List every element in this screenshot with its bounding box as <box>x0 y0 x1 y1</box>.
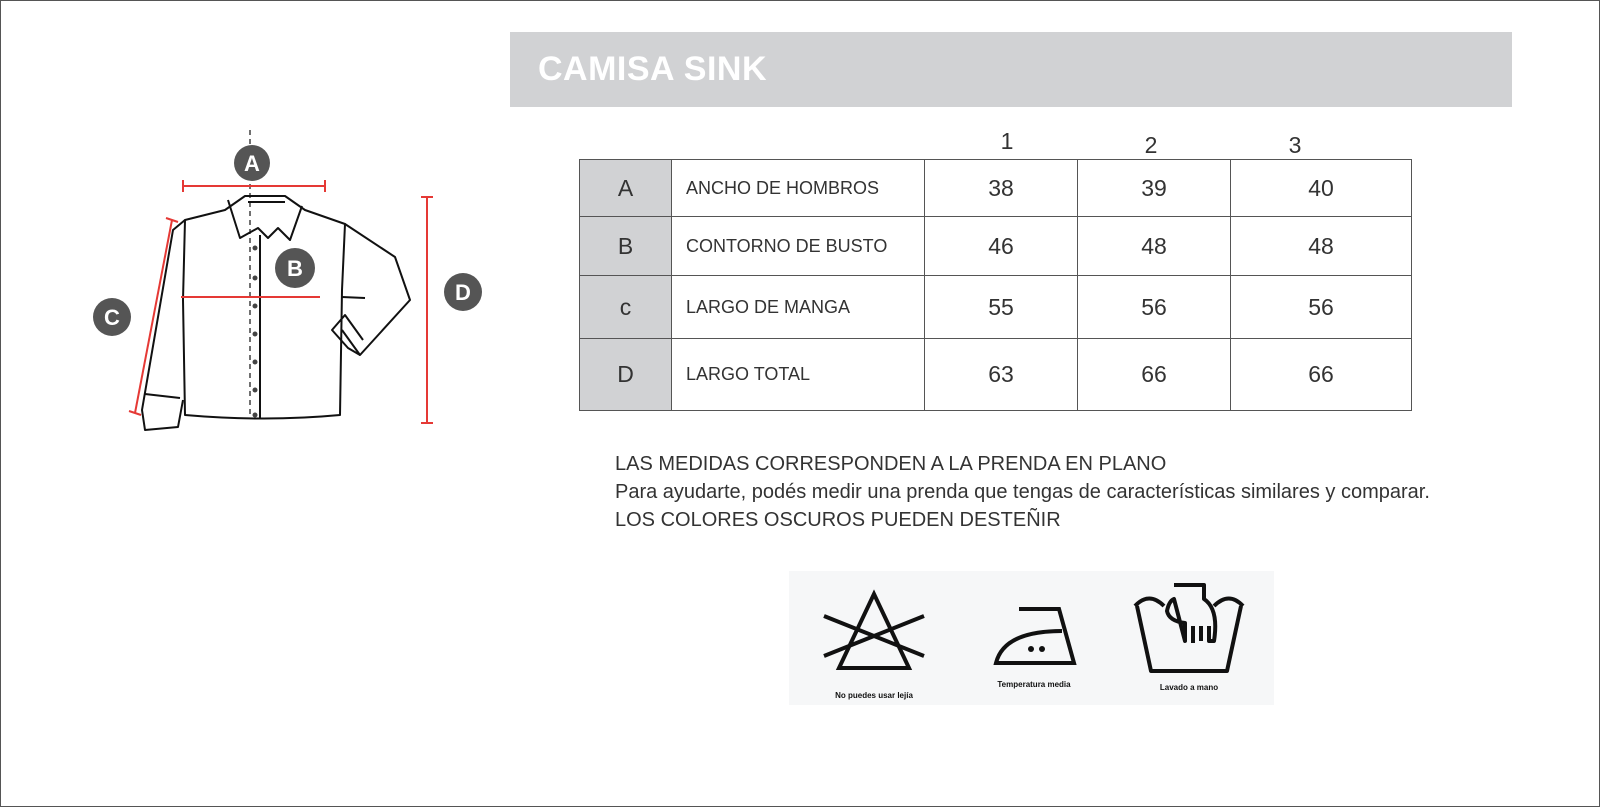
shirt-outline-icon <box>80 130 500 440</box>
svg-text:A: A <box>244 151 260 176</box>
cell-value: 40 <box>1231 160 1412 217</box>
table-row <box>580 160 1412 217</box>
iron-medium-icon <box>984 601 1084 671</box>
cell-value: 63 <box>925 339 1078 411</box>
row-key: B <box>580 217 672 276</box>
no-bleach-icon <box>819 586 929 676</box>
hand-wash-icon <box>1129 581 1249 676</box>
cell-value: 66 <box>1231 339 1412 411</box>
svg-text:D: D <box>455 280 471 305</box>
svg-text:B: B <box>287 256 303 281</box>
row-key: D <box>580 339 672 411</box>
measurement-notes <box>615 450 1430 534</box>
cell-value: 39 <box>1078 160 1231 217</box>
title-bar <box>510 32 1512 107</box>
page-title: CAMISA SINK <box>538 50 768 88</box>
note-flat-measure: LAS MEDIDAS CORRESPONDEN A LA PRENDA EN PLANO <box>615 453 1167 475</box>
marker-a-icon <box>234 145 270 181</box>
care-label: Lavado a mano <box>1159 683 1219 692</box>
cell-value: 66 <box>1078 339 1231 411</box>
cell-value: 48 <box>1231 217 1412 276</box>
cell-value: 56 <box>1078 276 1231 339</box>
row-label: LARGO TOTAL <box>672 339 925 411</box>
care-instructions <box>789 571 1274 705</box>
cell-value: 55 <box>925 276 1078 339</box>
marker-d-icon <box>444 273 482 311</box>
row-key: A <box>580 160 672 217</box>
table-row <box>580 276 1412 339</box>
row-label: LARGO DE MANGA <box>672 276 925 339</box>
cell-value: 56 <box>1231 276 1412 339</box>
care-label: No puedes usar lejía <box>835 691 913 700</box>
size-table <box>579 159 1412 411</box>
care-hand-wash <box>1129 581 1249 692</box>
care-no-bleach <box>819 586 929 700</box>
note-compare: Para ayudarte, podés medir una prenda que tengas de características similares y comparar. <box>615 481 1430 503</box>
row-label: ANCHO DE HOMBROS <box>672 160 925 217</box>
cell-value: 38 <box>925 160 1078 217</box>
row-key: c <box>580 276 672 339</box>
row-label: CONTORNO DE BUSTO <box>672 217 925 276</box>
svg-text:C: C <box>104 305 120 330</box>
shirt-diagram <box>80 130 500 440</box>
care-iron <box>984 601 1084 689</box>
table-row <box>580 217 1412 276</box>
note-colors: LOS COLORES OSCUROS PUEDEN DESTEÑIR <box>615 509 1061 531</box>
care-label: Temperatura media <box>997 680 1071 689</box>
marker-c-icon <box>93 298 131 336</box>
cell-value: 48 <box>1078 217 1231 276</box>
size-header-1: 1 <box>1000 128 1014 154</box>
table-row <box>580 339 1412 411</box>
cell-value: 46 <box>925 217 1078 276</box>
marker-b-icon <box>275 248 315 288</box>
size-header-2: 2 <box>1144 132 1158 158</box>
size-header-3: 3 <box>1288 132 1302 158</box>
